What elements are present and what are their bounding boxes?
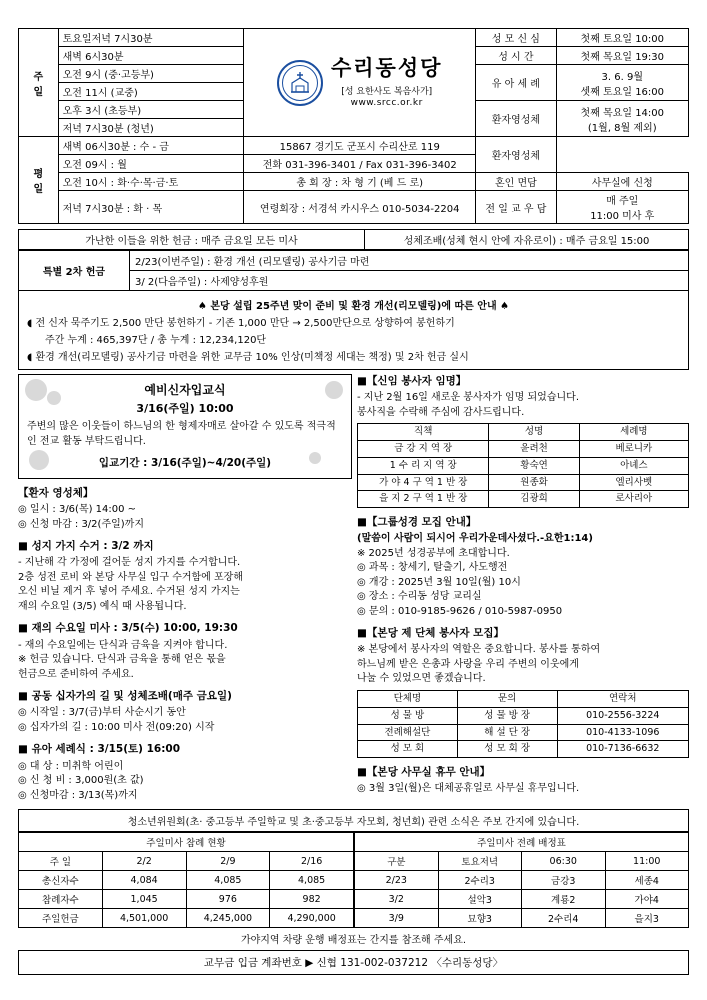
right-value-2: 3. 6. 9월 셋째 토요일 16:00 xyxy=(556,65,688,101)
sunday-time-5: 저녁 7시30분 (청년) xyxy=(58,119,244,137)
new-volunteers-table xyxy=(357,423,689,508)
nv-r0-c0: 금 강 지 역 장 xyxy=(358,440,489,457)
weekday-time-2: 오전 10시 : 화·수·목·금·토 xyxy=(58,173,244,191)
section-volunteer-recruit xyxy=(357,626,689,758)
content-columns xyxy=(18,374,689,803)
vehicle-schedule-note: 가야지역 차량 운행 배정표는 간지를 참조해 주세요. xyxy=(240,935,467,947)
church-website: www.srcc.or.kr xyxy=(350,97,423,108)
at-r2-c0: 주일헌금 xyxy=(19,909,103,928)
nv-r2-c1: 원종화 xyxy=(489,474,579,491)
sunday-time-2: 오전 9시 (중·고등부) xyxy=(58,65,244,83)
schedule-caption: 주일미사 전례 배정표 xyxy=(355,833,689,852)
infant-baptism-title: ■ 유아 세례식 : 3/15(토) 16:00 xyxy=(18,743,181,756)
sc-r1-c0: 3/2 xyxy=(355,890,439,909)
sunday-time-1: 새벽 6시30분 xyxy=(58,47,244,65)
vr-r2-c2: 010-7136-6632 xyxy=(557,741,688,758)
nv-r1-c1: 황숙연 xyxy=(489,457,579,474)
stations-title: ■ 공동 십자가의 길 및 성체조배(매주 금요일) xyxy=(18,690,232,703)
palm-collection-line-2: 오신 비닐 제거 후 넣어 주세요. 수거된 성지 가지는 xyxy=(18,586,240,598)
at-header-1: 2/2 xyxy=(102,852,186,871)
sunday-vertical-label: 주 일 xyxy=(19,29,59,137)
bible-study-line-0: ※ 2025년 성경공부에 초대합니다. xyxy=(357,547,510,559)
table-row xyxy=(358,707,689,724)
decorative-blob-1 xyxy=(25,379,47,401)
sc-r2-c3: 을지3 xyxy=(605,909,689,928)
notice-line-1: ◖ 전 신자 묵주기도 2,500 만단 봉헌하기 - 기존 1,000 만단 → 2,500만단으로 상향하여 봉헌하기 xyxy=(27,318,455,329)
patient-communion-line-1: ◎ 신청 마감 : 3/2(주일)까지 xyxy=(18,518,144,530)
office-closed-title: ■【본당 사무실 휴무 안내】 xyxy=(357,766,491,779)
offering-bar-table xyxy=(18,229,689,250)
patient-communion-title: 【환자 영성체】 xyxy=(18,487,94,499)
table-row xyxy=(19,909,354,928)
nv-r2-c0: 가 야 4 구 역 1 반 장 xyxy=(358,474,489,491)
nv-r3-c2: 로사리아 xyxy=(579,491,688,508)
sc-r2-c2: 2수리4 xyxy=(522,909,606,928)
sc-r2-c1: 묘향3 xyxy=(438,909,522,928)
decorative-blob-4 xyxy=(309,452,321,464)
ash-wednesday-line-2: 헌금으로 준비하여 주세요. xyxy=(18,668,134,680)
special-offering-label: 특별 2차 헌금 xyxy=(19,251,130,291)
sc-header-1: 토요저녁 xyxy=(438,852,522,871)
church-seal-icon xyxy=(277,60,323,106)
palm-collection-line-0: - 지난해 각 가정에 걸어둔 성지 가지를 수거합니다. xyxy=(18,557,241,569)
table-row xyxy=(19,871,354,890)
palm-collection-title: ■ 성지 가지 수거 : 3/2 까지 xyxy=(18,540,154,553)
special-offering-line-1: 2/23(이번주일) : 환경 개선 (리모델링) 공사기금 마련 xyxy=(130,251,689,271)
vr-header-0: 단체명 xyxy=(358,690,458,707)
at-r1-c2: 976 xyxy=(186,890,270,909)
at-r2-c2: 4,245,000 xyxy=(186,909,270,928)
at-r0-c2: 4,085 xyxy=(186,871,270,890)
ash-wednesday-line-0: - 재의 수요일에는 단식과 금육을 지켜야 합니다. xyxy=(18,639,228,651)
anniversary-notice-box xyxy=(18,291,689,370)
sc-r0-c2: 금강3 xyxy=(522,871,606,890)
vr-r1-c2: 010-4133-1096 xyxy=(557,724,688,741)
bible-study-line-2: ◎ 개강 : 2025년 3월 10일(월) 10시 xyxy=(357,576,521,588)
infant-baptism-line-0: ◎ 대 상 : 미취학 어린이 xyxy=(18,760,124,772)
catechumen-body: 주변의 많은 이웃들이 하느님의 한 형제자매로 살아갈 수 있도록 적극적인 전교 활동 부탁드립니다. xyxy=(27,421,336,447)
at-r1-c0: 참례자수 xyxy=(19,890,103,909)
bible-study-subtitle: (말씀이 사람이 되시어 우리가운데사셨다.-요한1:14) xyxy=(357,533,593,545)
notice-line-2: 주간 누계 : 465,397단 / 총 누계 : 12,234,120단 xyxy=(45,335,267,346)
attendance-caption: 주일미사 참례 현황 xyxy=(19,833,354,852)
sc-r1-c1: 설악3 xyxy=(438,890,522,909)
at-r0-c0: 총신자수 xyxy=(19,871,103,890)
volunteer-recruit-line-2: 나눌 수 있었으면 좋겠습니다. xyxy=(357,673,486,685)
sc-r0-c1: 2수리3 xyxy=(438,871,522,890)
bible-study-line-1: ◎ 과목 : 창세기, 탈출기, 사도행전 xyxy=(357,562,508,574)
ash-wednesday-line-1: ※ 헌금 있습니다. 단식과 금육을 통해 얻은 몫을 xyxy=(18,654,226,666)
table-row xyxy=(358,457,689,474)
poor-offering-text: 가난한 이들을 위한 헌금 : 매주 금요일 모든 미사 xyxy=(19,230,365,250)
at-r2-c3: 4,290,000 xyxy=(270,909,354,928)
vr-r2-c1: 성 모 회 장 xyxy=(457,741,557,758)
sc-r1-c3: 가야4 xyxy=(605,890,689,909)
new-volunteers-line-0: - 지난 2월 16일 새로운 봉사자가 임명 되었습니다. xyxy=(357,392,580,404)
volunteer-recruit-line-0: ※ 본당에서 봉사자의 역할은 중요합니다. 봉사를 통하여 xyxy=(357,644,601,656)
catechumen-date: 3/16(주일) 10:00 xyxy=(136,402,234,415)
sc-r1-c2: 계룡2 xyxy=(522,890,606,909)
adoration-text: 성체조배(성체 현시 안에 자유로이) : 매주 금요일 15:00 xyxy=(365,230,689,250)
table-row xyxy=(355,909,689,928)
special-offering-table xyxy=(18,250,689,291)
weekday-vertical-label: 평 일 xyxy=(19,137,59,224)
ash-wednesday-title: ■ 재의 수요일 미사 : 3/5(수) 10:00, 19:30 xyxy=(18,622,238,635)
table-row xyxy=(19,890,354,909)
special-offering-line-2: 3/ 2(다음주일) : 사제양성후원 xyxy=(130,271,689,291)
nv-r0-c2: 베로니카 xyxy=(579,440,688,457)
section-new-volunteers xyxy=(357,374,689,508)
at-header-3: 2/16 xyxy=(270,852,354,871)
right-label-4-patient: 환자영성체 xyxy=(476,137,556,173)
decorative-blob-3 xyxy=(325,381,343,399)
header-table xyxy=(18,28,689,224)
sc-header-3: 11:00 xyxy=(605,852,689,871)
at-r1-c1: 1,045 xyxy=(102,890,186,909)
section-palm-collection xyxy=(18,539,352,614)
volunteer-recruit-table xyxy=(357,690,689,758)
sc-r2-c0: 3/9 xyxy=(355,909,439,928)
bottom-tables xyxy=(18,832,689,928)
vr-r0-c1: 성 물 방 장 xyxy=(457,707,557,724)
vr-r1-c1: 해 설 단 장 xyxy=(457,724,557,741)
stations-line-1: ◎ 십자가의 길 : 10:00 미사 전(09:20) 시작 xyxy=(18,721,215,733)
bible-study-line-4: ◎ 문의 : 010-9185-9626 / 010-5987-0950 xyxy=(357,605,563,617)
right-label-4: 혼인 면담 xyxy=(476,173,556,191)
nv-r1-c2: 아녜스 xyxy=(579,457,688,474)
left-column xyxy=(18,374,352,803)
youth-committee-note: 청소년위원회(초· 중고등부 주일학교 및 초·중고등부 자모회, 청년회) 관련 소식은 주보 간지에 있습니다. xyxy=(18,809,689,832)
nv-r3-c0: 을 지 2 구 역 1 반 장 xyxy=(358,491,489,508)
section-office-closed xyxy=(357,765,689,797)
catechumen-box xyxy=(18,374,352,479)
attendance-table xyxy=(18,832,354,928)
church-subtitle: [성 요한사도 복음사가] xyxy=(341,86,433,97)
at-r0-c1: 4,084 xyxy=(102,871,186,890)
bible-study-line-3: ◎ 장소 : 수리동 성당 교리실 xyxy=(357,591,482,603)
new-volunteers-title: ■【신임 봉사자 임명】 xyxy=(357,375,467,387)
vr-r0-c0: 성 물 방 xyxy=(358,707,458,724)
right-label-5: 전 일 교 우 담 xyxy=(476,191,556,224)
table-row xyxy=(358,440,689,457)
notice-title: ♠ 본당 설립 25주년 맞이 준비 및 환경 개선(리모델링)에 따른 안내 ♠ xyxy=(197,301,510,312)
nv-header-2: 세례명 xyxy=(579,424,688,441)
sunday-time-0: 토요일저녁 7시30분 xyxy=(58,29,244,47)
right-label-3: 환자영성체 xyxy=(476,101,556,137)
right-value-1: 첫째 목요일 19:30 xyxy=(556,47,688,65)
vr-r0-c2: 010-2556-3224 xyxy=(557,707,688,724)
right-label-0: 성 모 신 심 xyxy=(476,29,556,47)
at-r0-c3: 4,085 xyxy=(270,871,354,890)
table-row xyxy=(355,890,689,909)
sunday-time-3: 오전 11시 (교중) xyxy=(58,83,244,101)
stations-line-0: ◎ 시작일 : 3/7(금)부터 사순시기 동안 xyxy=(18,707,186,719)
table-row xyxy=(358,724,689,741)
church-phone: 전화 031-396-3401 / Fax 031-396-3402 xyxy=(244,155,476,173)
vr-header-1: 문의 xyxy=(457,690,557,707)
sc-header-0: 구분 xyxy=(355,852,439,871)
section-patient-communion xyxy=(18,486,352,532)
weekday-time-0: 새벽 06시30분 : 수 - 금 xyxy=(58,137,244,155)
palm-collection-line-1: 2층 성전 로비 와 본당 사무실 입구 수거함에 포장해 xyxy=(18,571,243,583)
sunday-time-4: 오후 3시 (초등부) xyxy=(58,101,244,119)
at-header-0: 주 일 xyxy=(19,852,103,871)
vr-r1-c0: 전례해설단 xyxy=(358,724,458,741)
decorative-blob-5 xyxy=(29,450,49,470)
nv-r2-c2: 엘리사벳 xyxy=(579,474,688,491)
right-value-5: 매 주일 11:00 미사 후 xyxy=(556,191,688,224)
right-value-4: 사무실에 신청 xyxy=(556,173,688,191)
right-value-3: 첫째 목요일 14:00 (1월, 8월 제외) xyxy=(556,101,688,137)
notice-line-3: ◖ 환경 개선(리모델링) 공사기금 마련을 위한 교무금 10% 인상(미책정 세대는 책정) 및 2차 헌금 실시 xyxy=(27,352,469,363)
right-label-2: 유 아 세 례 xyxy=(476,65,556,101)
table-row xyxy=(358,491,689,508)
table-row xyxy=(358,741,689,758)
infant-baptism-line-2: ◎ 신청마감 : 3/13(목)까지 xyxy=(18,789,138,801)
sc-r0-c3: 세종4 xyxy=(605,871,689,890)
right-column xyxy=(352,374,689,803)
right-label-1: 성 시 간 xyxy=(476,47,556,65)
liturgy-schedule-table xyxy=(354,832,689,928)
weekday-time-1: 오전 09시 : 월 xyxy=(58,155,244,173)
palm-collection-line-3: 재의 수요일 (3/5) 예식 때 사용됩니다. xyxy=(18,600,187,612)
elder-contact: 연령회장 : 서경석 카시우스 010-5034-2204 xyxy=(244,191,476,224)
office-closed-line: ◎ 3월 3일(월)은 대체공휴일로 사무실 휴무입니다. xyxy=(357,783,580,795)
catechumen-title: 예비신자입교식 xyxy=(144,383,226,397)
at-r2-c1: 4,501,000 xyxy=(102,909,186,928)
patient-communion-line-0: ◎ 일시 : 3/6(목) 14:00 ~ xyxy=(18,504,137,516)
sc-r0-c0: 2/23 xyxy=(355,871,439,890)
nv-header-0: 직책 xyxy=(358,424,489,441)
nv-r3-c1: 김광희 xyxy=(489,491,579,508)
church-address: 15867 경기도 군포시 수리산로 119 xyxy=(244,137,476,155)
decorative-blob-2 xyxy=(47,391,61,405)
catechumen-period: 입교기간 : 3/16(주일)~4/20(주일) xyxy=(98,457,272,469)
new-volunteers-line-1: 봉사직을 수락해 주심에 감사드립니다. xyxy=(357,406,525,418)
section-ash-wednesday xyxy=(18,621,352,682)
section-infant-baptism xyxy=(18,742,352,803)
table-row xyxy=(358,474,689,491)
right-value-0: 첫째 토요일 10:00 xyxy=(556,29,688,47)
vr-header-2: 연락처 xyxy=(557,690,688,707)
pastor-name: 총 회 장 : 차 형 기 (베 드 로) xyxy=(244,173,476,191)
sc-header-2: 06:30 xyxy=(522,852,606,871)
nv-header-1: 성명 xyxy=(489,424,579,441)
at-r1-c3: 982 xyxy=(270,890,354,909)
nv-r0-c1: 윤려천 xyxy=(489,440,579,457)
vr-r2-c0: 성 모 회 xyxy=(358,741,458,758)
section-stations-of-cross xyxy=(18,689,352,735)
nv-r1-c0: 1 수 리 지 역 장 xyxy=(358,457,489,474)
table-row xyxy=(355,871,689,890)
church-logo-block xyxy=(244,29,476,137)
section-bible-study xyxy=(357,515,689,619)
church-name: 수리동성당 xyxy=(330,56,443,81)
volunteer-recruit-line-1: 하느님께 받은 은총과 사랑을 우리 주변의 이웃에게 xyxy=(357,658,579,670)
volunteer-recruit-title: ■【본당 제 단체 봉사자 모집】 xyxy=(357,627,504,640)
at-header-2: 2/9 xyxy=(186,852,270,871)
account-number: 교무금 입금 계좌번호 ▶ 신협 131-002-037212 〈수리동성당〉 xyxy=(18,950,689,975)
weekday-time-3: 저녁 7시30분 : 화 · 목 xyxy=(58,191,244,224)
infant-baptism-line-1: ◎ 신 청 비 : 3,000원(초 값) xyxy=(18,775,144,787)
bible-study-title: ■【그룹성경 모집 안내】 xyxy=(357,516,477,529)
